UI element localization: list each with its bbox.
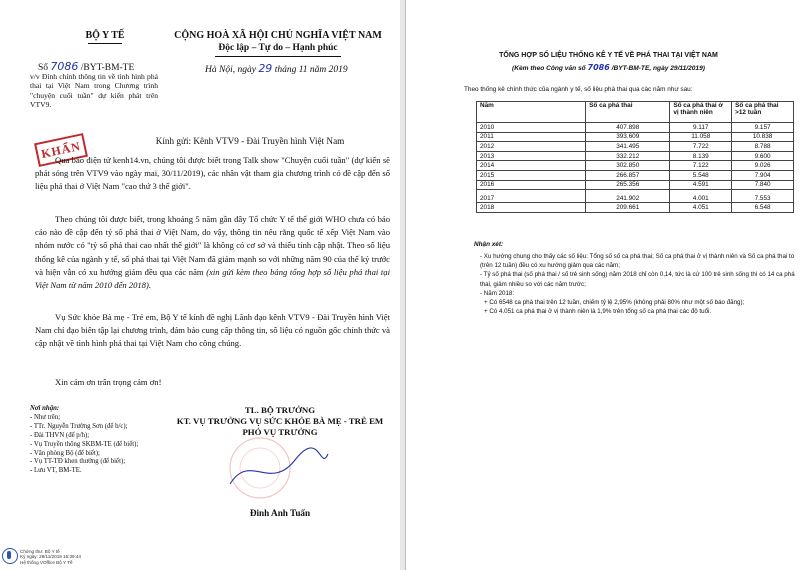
table-cell: 2012	[477, 142, 586, 152]
table-cell: 241.902	[586, 190, 670, 203]
remark-item: - Năm 2018:	[480, 289, 515, 297]
table-row	[477, 203, 794, 213]
recipients-title: Nơi nhận:	[30, 405, 60, 412]
table-header: Số ca phá thai >12 tuần	[732, 102, 794, 123]
table-cell: 9.117	[670, 123, 732, 133]
table-cell: 341.495	[586, 142, 670, 152]
table-header: Số ca phá thai ở vị thành niên	[670, 102, 732, 123]
appendix-title: TỔNG HỢP SỐ LIỆU THỐNG KÊ Y TẾ VỀ PHÁ THAI TẠI VIỆT NAM	[499, 52, 718, 59]
table-cell: 393.609	[586, 132, 670, 142]
document-number-suffix: /BYT-BM-TE	[80, 63, 135, 73]
recipient-item: - Văn phòng Bộ (để biết);	[30, 449, 100, 457]
date-prefix: Hà Nội, ngày	[205, 65, 256, 75]
recipient-item: - Như trên;	[30, 413, 61, 421]
remark-item: + Có 6548 ca phá thai trên 12 tuần, chiếm tỷ lệ 2,95% (không phải 80% như một số báo đăng);	[484, 299, 745, 307]
remark-item: - Tỷ số phá thai (số phá thai / số trẻ sinh sống) năm 2018 chỉ còn 0,14, tức là cứ 100 trẻ sinh sống thì có 14 ca phá thai, giảm nhiều so với các năm trước;	[480, 271, 795, 288]
table-cell: 2016	[477, 180, 586, 190]
table-cell: 332.212	[586, 151, 670, 161]
signature-line-1: TL. BỘ TRƯỞNG	[244, 405, 316, 415]
remarks-title: Nhận xét:	[474, 241, 504, 248]
table-cell: 2015	[477, 170, 586, 180]
table-cell: 2013	[477, 151, 586, 161]
table-cell: 2017	[477, 190, 586, 203]
recipient-item: - Đài THVN (để p/h);	[30, 431, 90, 439]
appendix-intro: Theo thống kê chính thức của ngành y tế, số liệu phá thai qua các năm như sau:	[464, 86, 693, 93]
table-row	[477, 161, 794, 171]
statistics-appendix-page	[405, 0, 810, 570]
table-cell: 7.553	[732, 190, 794, 203]
table-cell: 209.661	[586, 203, 670, 213]
table-row	[477, 151, 794, 161]
subtitle-handwritten-number: 7086	[587, 63, 610, 72]
remarks-list	[480, 252, 796, 316]
recipient-item: - TTr. Nguyễn Trường Sơn (để b/c);	[30, 422, 128, 430]
date-suffix: tháng 11 năm 2019	[274, 65, 348, 75]
table-cell: 10.838	[732, 132, 794, 142]
table-header: Năm	[477, 102, 586, 123]
abortion-statistics-table	[476, 101, 794, 213]
table-header: Số ca phá thai	[586, 102, 670, 123]
table-header-row	[477, 102, 794, 123]
table-cell: 7.722	[670, 142, 732, 152]
table-cell: 6.548	[732, 203, 794, 213]
table-cell: 8.139	[670, 151, 732, 161]
table-cell: 7.122	[670, 161, 732, 171]
ministry-logo-icon	[2, 548, 18, 564]
ministry-underline	[88, 43, 122, 44]
remark-item: + Có 4.051 ca phá thai ở vị thành niên là 1,9% trên tổng số ca phá thai các độ tuổi.	[484, 308, 712, 316]
table-cell: 8.788	[732, 142, 794, 152]
table-cell: 266.857	[586, 170, 670, 180]
table-cell: 9.026	[732, 161, 794, 171]
paragraph-3: Vụ Sức khỏe Bà mẹ - Trẻ em, Bộ Y tế kính đề nghị Lãnh đạo kênh VTV9 - Đài Truyền hình Việt Nam chỉ đạo biên tập lại chương trình, đảm bảo cung cấp thông tin, số liệu có nguồn gốc chính thức và cập nhật về tình hình phá thai tại Việt Nam cho công chúng.	[35, 312, 390, 349]
table-cell: 407.898	[586, 123, 670, 133]
table-row	[477, 142, 794, 152]
subtitle-prefix: (Kèm theo Công văn số	[512, 65, 586, 72]
table-row	[477, 170, 794, 180]
signature-line-2: KT. VỤ TRƯỞNG VỤ SỨC KHỎE BÀ MẸ - TRẺ EM	[176, 416, 384, 426]
ministry-name: BỘ Y TẾ	[85, 30, 125, 41]
table-cell: 11.058	[670, 132, 732, 142]
document-date	[205, 62, 348, 75]
motto: Độc lập – Tự do – Hạnh phúc	[218, 43, 338, 53]
signer-name: Đinh Anh Tuấn	[249, 508, 311, 518]
digital-signature-footer	[20, 549, 81, 565]
signature-line-3: PHÓ VỤ TRƯỞNG	[242, 427, 318, 437]
republic-name: CỘNG HOÀ XÃ HỘI CHỦ NGHĨA VIỆT NAM	[174, 30, 382, 41]
recipient-item: - Vụ Truyền thông SKBM-TE (để biết);	[30, 440, 139, 448]
closing-line: Xin cảm ơn trân trọng cảm ơn!	[55, 377, 162, 387]
table-row	[477, 180, 794, 190]
document-number-handwritten: 7086	[50, 60, 79, 73]
footer-line: Ký ngày: 29/11/2019 15:39:44	[20, 554, 81, 560]
addressee: Kính gửi: Kênh VTV9 - Đài Truyền hình Việt Nam	[155, 136, 345, 146]
table-cell: 2011	[477, 132, 586, 142]
paragraph-2-attachment-note: (xin gửi kèm theo bảng tổng hợp số liệu phá thai tại Việt Nam từ năm 2010 đến 2018).	[35, 266, 390, 291]
motto-underline	[215, 56, 341, 57]
table-cell: 7.904	[732, 170, 794, 180]
table-cell: 9.600	[732, 151, 794, 161]
table-row	[477, 190, 794, 203]
table-cell: 2010	[477, 123, 586, 133]
table-cell: 9.157	[732, 123, 794, 133]
paragraph-2	[35, 213, 390, 292]
table-cell: 5.548	[670, 170, 732, 180]
table-row	[477, 123, 794, 133]
appendix-subtitle	[406, 63, 810, 72]
official-seal-icon	[200, 432, 340, 504]
table-row	[477, 132, 794, 142]
table-cell: 2018	[477, 203, 586, 213]
recipient-item: - Lưu VT, BM-TE.	[30, 467, 82, 475]
table-cell: 4.001	[670, 190, 732, 203]
paragraph-2-text: Theo chúng tôi được biết, trong khoảng 5 năm gần đây Tổ chức Y tế thế giới WHO chưa có báo cáo nào đề cập đến tỷ số phá thai ở Việt Nam, do vậy, thông tin nêu rằng quốc tế xếp Việt Nam vào nhóm nước có "tỷ số phá thai cao nhất thế giới" là không có cơ sở và thiếu tính cập nhật. Theo số liệu thống kê của ngành y tế, số phá thai tại Việt Nam đã giảm mạnh so với những năm 90 của thế kỷ trước và hiện vẫn có xu hướng giảm đều qua các năm	[35, 214, 390, 277]
table-cell: 2014	[477, 161, 586, 171]
remark-item: - Xu hướng chung cho thấy các số liệu: Tổng số số ca phá thai; Số ca phá thai ở vị thành niên và Số ca phá thai to (trên 12 tuần) đều có xu hướng giảm qua các năm;	[480, 253, 795, 270]
table-cell: 302.850	[586, 161, 670, 171]
document-number-prefix: Số	[38, 63, 49, 73]
urgent-stamp: KHẨN	[34, 133, 88, 167]
official-letter-page	[0, 0, 400, 570]
footer-line: Hệ thống VOffice Bộ Y Tế	[20, 559, 73, 565]
footer-line: Chứng thư: Bộ Y tế	[20, 549, 60, 554]
recipient-item: - Vụ TT-TĐ khen thưởng (để biết);	[30, 458, 126, 466]
table-cell: 4.051	[670, 203, 732, 213]
table-cell: 4.591	[670, 180, 732, 190]
document-subject: v/v Đính chính thông tin về tình hình phá thai tại Việt Nam trong Chương trình "chuyện cuối tuần" dự kiến phát trên VTV9.	[30, 72, 158, 110]
paragraph-1: Qua báo điện tử kenh14.vn, chúng tôi được biết trong Talk show "Chuyện cuối tuần" (dự kiến sẽ phát sóng trên VTV9 vào ngày mai, 30/11/2019), các nhân vật tham gia chương trình có đề cập đến số liệu phá thai ở Việt Nam "cao thứ 3 thế giới".	[35, 155, 390, 192]
table-cell: 265.356	[586, 180, 670, 190]
subtitle-suffix: /BYT-BM-TE, ngày 29/11/2019)	[611, 65, 705, 72]
table-cell: 7.840	[732, 180, 794, 190]
date-day-handwritten: 29	[258, 62, 273, 75]
